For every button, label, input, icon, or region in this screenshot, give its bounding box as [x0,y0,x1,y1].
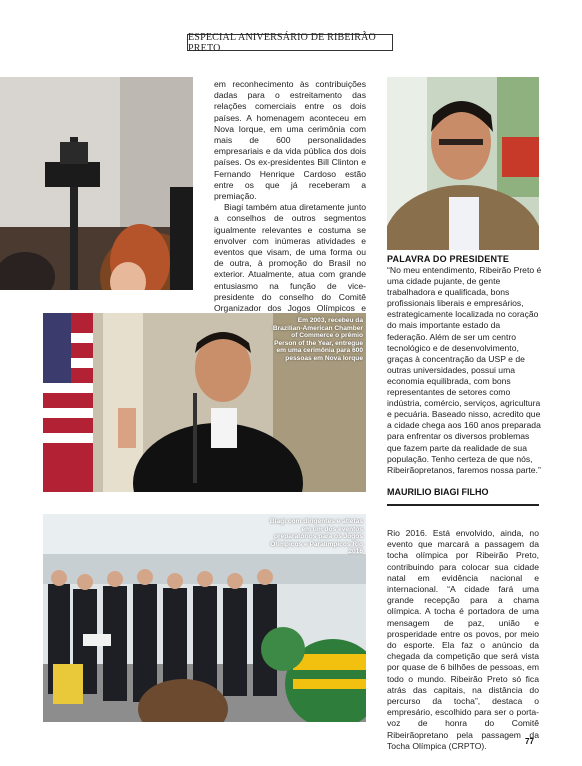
photo-president-portrait [387,77,539,250]
article-column-2 [387,528,539,752]
photo-camera-operator [0,77,193,290]
section-title: ESPECIAL ANIVERSÁRIO DE RIBEIRÃO PRETO [188,31,376,54]
article-column-1 [214,79,366,325]
page-number: 77 [525,737,534,746]
section-header [187,31,393,54]
photo-caption: Biagi com dirigentes e atletas em um dos eventos preparatórios para os Jogos Olímpicos e Paralímpicos Rio 2016 [269,518,363,556]
photo-caption: Em 2003, recebeu da Brazilian-American Chamber of Commerce o prêmio Person of the Year, entregue em uma cerimônia para 600 pessoas em Nova Iorque [272,317,363,362]
article-paragraph: em reconhecimento às contribuições dadas para o estreitamento das relações comerciais entre os dois países. A homenagem aconteceu em Nova Iorque, em uma cerimônia com mais de 600 personalidades empresariais e da vida pública dos dois países. Os ex-presidentes Bill Clinton e Fernando Henrique Cardoso estão entre os que já receberam a premiação. [214,79,366,202]
sidebar-author: MAURILIO BIAGI FILHO [387,487,489,497]
sidebar-quote: “No meu entendimento, Ribeirão Preto é uma cidade pujante, de gente trabalhadora e qualificada, bons profissionais liberais e empresários, estrategicamente localizada no coração do mais importante estado da federação. Além de ser um centro tecnológico e de desenvolvimento, graças à concentração da USP e de outras universidades, possui uma economia equilibrada, com bons representantes de setores como indústria, comércio, serviços, agricultura e pecuária. Baseado nisso, acredito que a cidade chega aos 160 anos preparada para enfrentar os diversos problemas que fazem parte da realidade de sua população. Tenho certeza de que nós, Ribeirãopretanos, faremos nossa parte.” [387,265,542,475]
article-paragraph: Rio 2016. Está envolvido, ainda, no evento que marcará a passagem da tocha olímpica por Ribeirão Preto, contribuindo para colocar sua cidade natal em evidência nacional e internacional. “A cidade fará uma grande recepção para a chama olímpica. A tocha é portadora de uma mensagem de paz, união e prosperidade entre os povos, por meio do esporte. Ela faz o anúncio da chegada da competição que será vista por quase de 6 bilhões de pessoas, em todo o mundo. Ribeirão Preto só fica atrás das capitais, na distância do percurso da tocha”, destaca o empresário, escolhido para ser o porta-voz de honra do Comitê Ribeirãopretano pela passagem da Tocha Olímpica (CRPTO). [387,528,539,751]
article-paragraph: Biagi também atua diretamente junto a conselhos de outros segmentos igualmente relevantes e costuma se envolver com inúmeras atividades e eventos que visam, de uma forma ou de outra, à promoção do Brasil no exterior. Atualmente, atua com grande entusiasmo na função de vice-presidente do conselho do Comitê Organizador dos Jogos Olímpicos e [214,202,366,314]
sidebar-divider [387,504,539,506]
sidebar-title: PALAVRA DO PRESIDENTE [387,254,510,264]
